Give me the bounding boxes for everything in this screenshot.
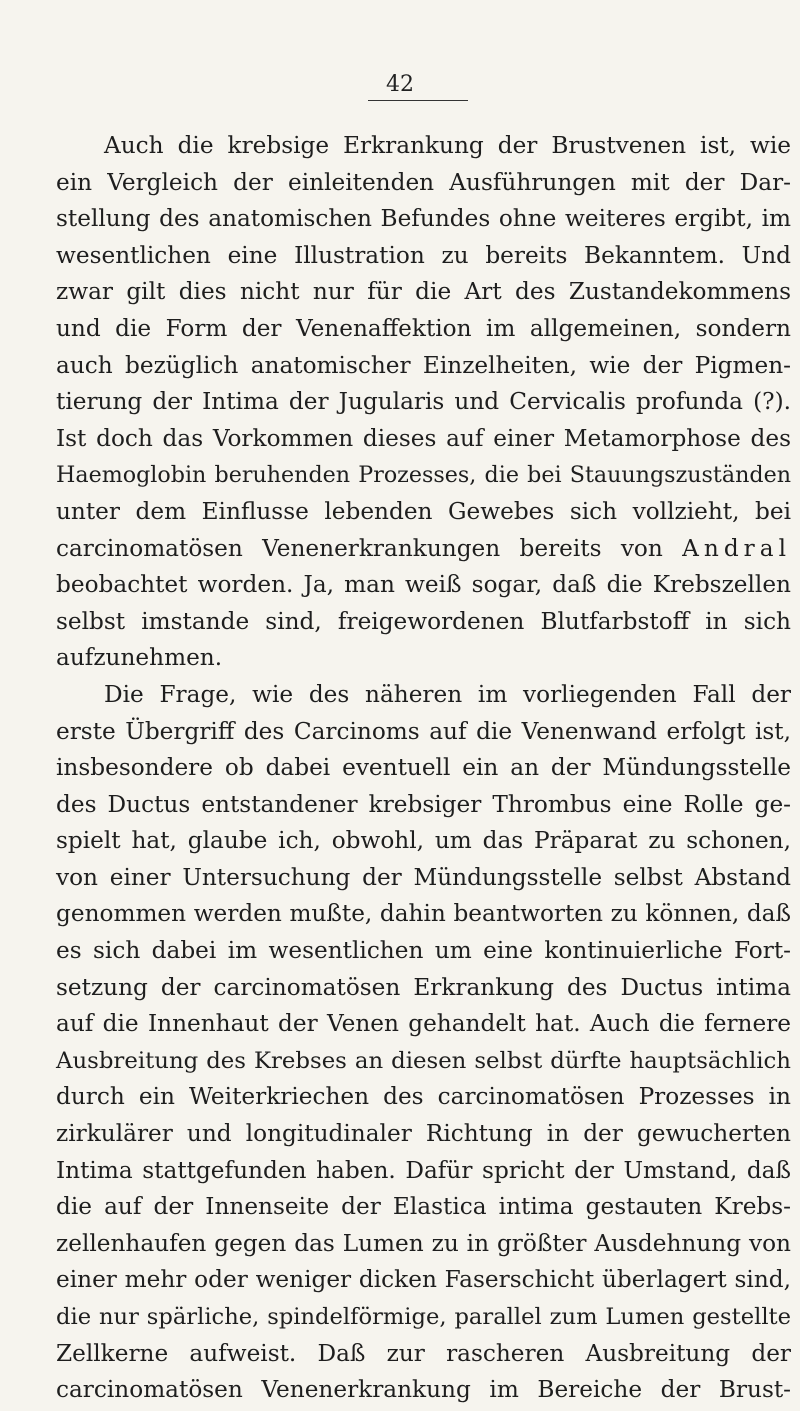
text-line: wesentlichen eine Illustration zu bereits Bekanntem. Und	[56, 241, 791, 269]
text-line: setzung der carcinomatösen Erkrankung des Ductus intima	[56, 973, 791, 1001]
body-text	[56, 128, 791, 1409]
text-line: aufzunehmen.	[56, 644, 223, 672]
text-line: zirkulärer und longitudinaler Richtung in der gewucherten	[56, 1120, 791, 1148]
text-line: die nur spärliche, spindelförmige, parallel zum Lumen gestellte	[56, 1304, 791, 1330]
page-number-rule	[368, 100, 468, 101]
text-line: carcinomatösen Venenerkrankungen bereits von Andral	[56, 534, 791, 562]
text-line: stellung des anatomischen Befundes ohne weiteres ergibt, im	[56, 205, 791, 233]
text-line: es sich dabei im wesentlichen um eine kontinuierliche Fort-	[56, 937, 791, 965]
text-line: unter dem Einflusse lebenden Gewebes sich vollzieht, bei	[56, 497, 791, 525]
text-line: durch ein Weiterkriechen des carcinomatösen Prozesses in	[56, 1083, 791, 1111]
text-line: zwar gilt dies nicht nur für die Art des Zustandekommens	[56, 278, 791, 306]
text-line: Die Frage, wie des näheren im vorliegenden Fall der	[104, 680, 791, 708]
text-line: spielt hat, glaube ich, obwohl, um das Präparat zu schonen,	[56, 827, 791, 855]
text-line: Intima stattgefunden haben. Dafür spricht der Umstand, daß	[56, 1156, 791, 1184]
text-line: erste Übergriff des Carcinoms auf die Venenwand erfolgt ist,	[56, 717, 791, 745]
text-line: Haemoglobin beruhenden Prozesses, die bei Stauungszuständen	[56, 462, 791, 489]
text-line: Zellkerne aufweist. Daß zur rascheren Ausbreitung der	[56, 1339, 791, 1367]
text-line: Auch die krebsige Erkrankung der Brustvenen ist, wie	[104, 132, 791, 159]
text-line: ein Vergleich der einleitenden Ausführungen mit der Dar-	[56, 168, 791, 196]
text-line: zellenhaufen gegen das Lumen zu in größter Ausdehnung von	[56, 1229, 791, 1257]
text-line: und die Form der Venenaffektion im allgemeinen, sondern	[56, 314, 791, 342]
text-line: beobachtet worden. Ja, man weiß sogar, daß die Krebszellen	[56, 571, 791, 599]
text-line: carcinomatösen Venenerkrankung im Bereiche der Brust-	[56, 1376, 791, 1404]
text-line: Ausbreitung des Krebses an diesen selbst dürfte hauptsächlich	[56, 1047, 791, 1074]
text-line: selbst imstande sind, freigewordenen Blutfarbstoff in sich	[56, 607, 791, 635]
text-line: Ist doch das Vorkommen dieses auf einer Metamorphose des	[56, 424, 791, 452]
text-line: auf die Innenhaut der Venen gehandelt hat. Auch die fernere	[56, 1010, 791, 1038]
text-line: auch bezüglich anatomischer Einzelheiten, wie der Pigmen-	[56, 351, 791, 379]
text-line: insbesondere ob dabei eventuell ein an der Mündungsstelle	[56, 754, 791, 782]
spaced-name: Andral	[682, 534, 791, 562]
text-line: des Ductus entstandener krebsiger Thrombus eine Rolle ge-	[56, 790, 791, 818]
text-line: einer mehr oder weniger dicken Faserschicht überlagert sind,	[56, 1266, 791, 1294]
text-line: die auf der Innenseite der Elastica intima gestauten Krebs-	[56, 1193, 791, 1221]
text-line: tierung der Intima der Jugularis und Cervicalis profunda (?).	[56, 388, 791, 416]
text-line: von einer Untersuchung der Mündungsstelle selbst Abstand	[56, 863, 791, 891]
page-number: 42	[386, 72, 414, 97]
text-line: genommen werden mußte, dahin beantworten zu können, daß	[56, 900, 791, 928]
